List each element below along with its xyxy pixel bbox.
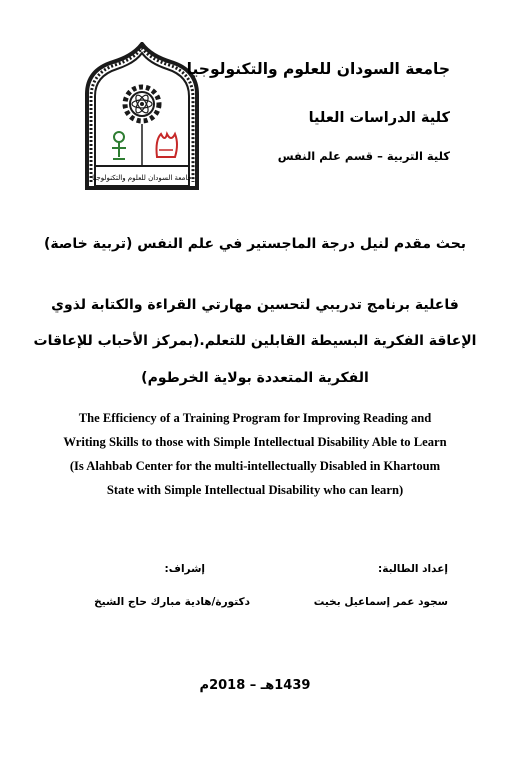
graduate-college: كلية الدراسات العليا xyxy=(308,110,450,126)
university-logo xyxy=(83,42,201,190)
faculty-department: كلية التربية – قسم علم النفس xyxy=(277,149,450,163)
date: 1439هـ – 2018م xyxy=(199,678,311,693)
arabic-title-line-3: الفكرية المتعددة بولاية الخرطوم) xyxy=(141,370,369,386)
english-title-line-4: State with Simple Intellectual Disability who can learn) xyxy=(106,483,404,497)
degree-statement: بحث مقدم لنيل درجة الماجستير في علم النفس (تربية خاصة) xyxy=(43,236,467,252)
english-title-line-2: Writing Skills to those with Simple Intellectual Disability Able to Learn xyxy=(63,435,447,449)
university-name: جامعة السودان للعلوم والتكنولوجيا xyxy=(186,60,450,78)
student-name: سجود عمر إسماعيل بخيت xyxy=(313,596,448,608)
prepared-by-label: إعداد الطالبة: xyxy=(378,563,448,575)
english-title-line-1: The Efficiency of a Training Program for Improving Reading and xyxy=(78,411,432,425)
supervisor-label: إشراف: xyxy=(164,563,205,575)
english-title-line-3: (Is Alahbab Center for the multi-intellectually Disabled in Khartoum xyxy=(69,459,441,473)
supervisor-name: دكتورة/هادية مبارك حاج الشيخ xyxy=(94,596,250,608)
logo-caption: جامعة السودان للعلوم والتكنولوجيا xyxy=(92,174,192,182)
arabic-title-line-1: فاعلية برنامج تدريبي لتحسين مهارتي القراءة والكتابة لذوي xyxy=(51,297,459,313)
arabic-title-line-2: الإعاقة الفكرية البسيطة القابلين للتعلم.(بمركز الأحباب للإعاقات xyxy=(33,333,477,349)
